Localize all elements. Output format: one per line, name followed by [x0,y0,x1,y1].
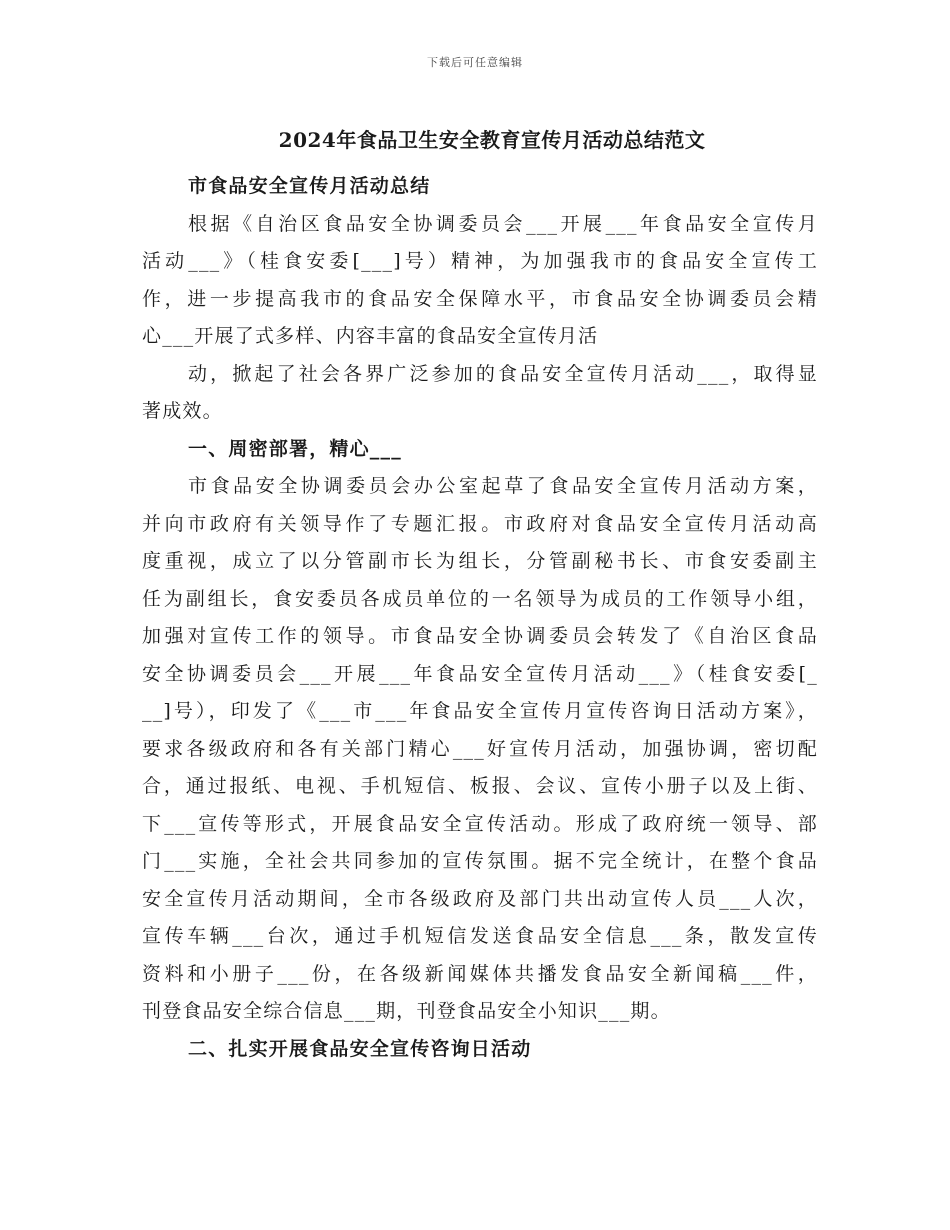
paragraph-line: 并向市政府有关领导作了专题汇报。市政府对食品安全宣传月活动高 [142,512,818,535]
paragraph-line: 心___开展了式多样、内容丰富的食品安全宣传月活 [142,325,599,347]
document-body [142,168,818,1068]
paragraph-line: 度重视，成立了以分管副市长为组长，分管副秘书长、市食安委副主 [142,550,818,572]
section-heading: 二、扎实开展食品安全宣传咨询日活动 [188,1037,532,1060]
paragraph-line: 合，通过报纸、电视、手机短信、板报、会议、宣传小册子以及上街、 [142,775,818,797]
paragraph-line: 资料和小册子___份，在各级新闻媒体共播发食品安全新闻稿___件， [142,962,818,985]
paragraph-line: 著成效。 [142,400,223,422]
paragraph-line: 根据《自治区食品安全协调委员会___开展___年食品安全宣传月 [188,212,818,235]
paragraph-line: 宣传车辆___台次，通过手机短信发送食品安全信息___条，散发宣传 [142,925,818,947]
section-heading: 市食品安全宣传月活动总结 [188,175,431,197]
paragraph-line: 要求各级政府和各有关部门精心___好宣传月活动，加强协调，密切配 [142,737,818,760]
paragraph-line: 下___宣传等形式，开展食品安全宣传活动。形成了政府统一领导、部 [142,812,818,835]
header-note: 下载后可任意编辑 [427,56,523,69]
paragraph-line: 门___实施，全社会共同参加的宣传氛围。据不完全统计，在整个食品 [142,850,818,872]
paragraph-line: 刊登食品安全综合信息___期，刊登食品安全小知识___期。 [142,1000,671,1022]
paragraph-line: 作，进一步提高我市的食品安全保障水平，市食品安全协调委员会精 [142,287,818,310]
paragraph-line: __]号），印发了《___市___年食品安全宣传月宣传咨询日活动方案》， [142,700,818,722]
document-title: 2024年食品卫生安全教育宣传月活动总结范文 [278,128,706,152]
paragraph-line: 安全宣传月活动期间，全市各级政府及部门共出动宣传人员___人次， [142,887,818,910]
paragraph-line: 动，掀起了社会各界广泛参加的食品安全宣传月活动___，取得显 [188,362,818,385]
paragraph-line: 市食品安全协调委员会办公室起草了食品安全宣传月活动方案， [188,475,818,497]
paragraph-line: 任为副组长，食安委员各成员单位的一名领导为成员的工作领导小组， [142,587,818,610]
paragraph-line: 加强对宣传工作的领导。市食品安全协调委员会转发了《自治区食品 [142,625,818,647]
section-heading: 一、周密部署，精心___ [188,437,402,460]
paragraph-line: 活动___》（桂食安委[___]号）精神，为加强我市的食品安全宣传工 [142,250,818,272]
paragraph-line: 安全协调委员会___开展___年食品安全宣传月活动___》（桂食安委[_ [142,662,818,685]
